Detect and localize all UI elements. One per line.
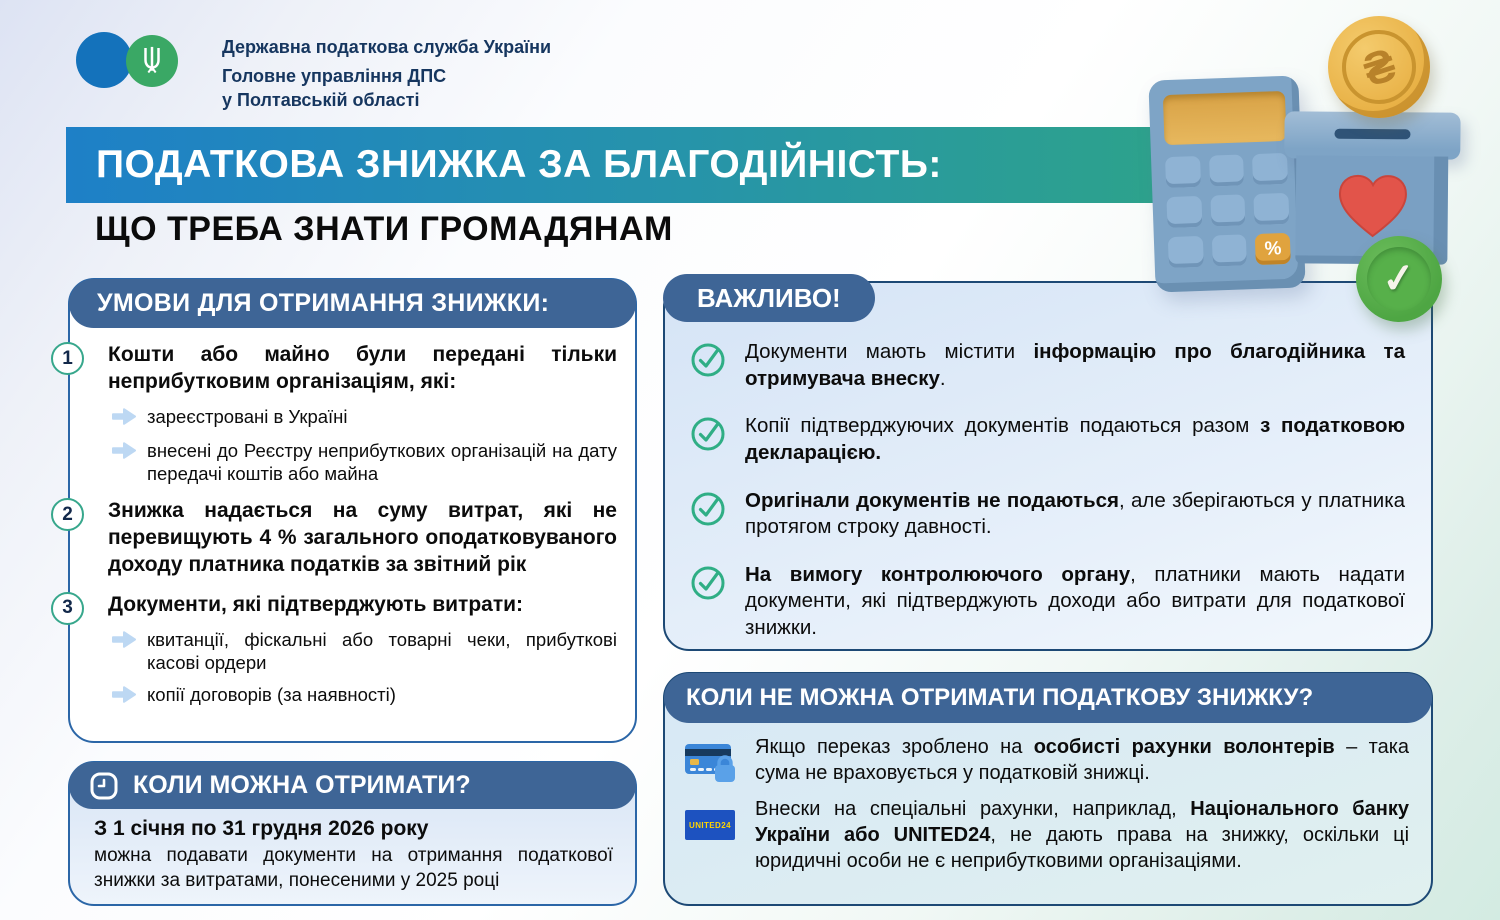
calculator-key	[1210, 194, 1246, 226]
important-item	[689, 488, 1405, 541]
united24-badge-wrap	[679, 802, 741, 840]
calculator-key	[1209, 154, 1245, 186]
not-allowed-item	[679, 796, 1409, 874]
org-name-block	[222, 37, 551, 111]
condition-text: Документи, які підтверджують витрати:	[108, 592, 524, 616]
important-text: Копії підтверджуючих документів подаються разом з податковою декларацією.	[745, 414, 1405, 464]
condition-item	[62, 592, 617, 708]
org-line1: Державна податкова служба України	[222, 37, 552, 57]
calculator-illustration	[1148, 75, 1305, 292]
clock-icon	[89, 771, 119, 801]
check-icon-wrap	[689, 489, 727, 532]
donation-box-illustration	[1283, 111, 1460, 265]
calculator-key	[1168, 236, 1204, 268]
calculator-percent-key: %	[1255, 233, 1291, 265]
arrow-icon-wrap	[112, 686, 136, 708]
condition-bullet	[112, 683, 617, 708]
bullet-text: внесені до Реєстру неприбуткових організацій на дату передачі коштів або майна	[147, 439, 617, 485]
when-lead: З 1 січня по 31 грудня 2026 року	[94, 817, 429, 840]
condition-text: Знижка надається на суму витрат, які не перевищують 4 % загального оподатковуваного доходу платника податків за звітний рік	[108, 499, 617, 577]
check-circle-icon	[689, 563, 727, 601]
page-subtitle: ЩО ТРЕБА ЗНАТИ ГРОМАДЯНАМ	[95, 210, 673, 248]
approved-check-icon	[1356, 236, 1442, 322]
condition-item	[62, 498, 617, 579]
important-text: Документи мають містити інформацію про благодійника та отримувача внеску.	[745, 340, 1405, 390]
conditions-box	[62, 278, 637, 743]
calculator-key	[1211, 234, 1247, 266]
when-header-pill	[69, 762, 636, 809]
bullet-text: квитанції, фіскальні або товарні чеки, прибуткові касові ордери	[147, 628, 617, 674]
arrow-icon	[112, 631, 136, 648]
credit-card-icon	[683, 740, 737, 786]
condition-text: Кошти або майно були передані тільки неприбутковим організаціям, які:	[108, 343, 617, 393]
conditions-header: УМОВИ ДЛЯ ОТРИМАННЯ ЗНИЖКИ:	[69, 279, 636, 328]
condition-number: 2	[51, 498, 84, 531]
not-allowed-header: КОЛИ НЕ МОЖНА ОТРИМАТИ ПОДАТКОВУ ЗНИЖКУ?	[664, 673, 1432, 723]
calculator-keys	[1165, 153, 1291, 268]
donation-box-lid	[1284, 111, 1460, 160]
not-allowed-box	[663, 672, 1433, 906]
when-body	[70, 808, 635, 893]
check-icon-wrap	[689, 563, 727, 606]
check-icon-wrap	[689, 340, 727, 383]
not-allowed-item	[679, 734, 1409, 786]
important-text: На вимогу контролюючого органу, платники мають надати документи, які підтверджують доходи або витрати для податкової знижки.	[745, 562, 1405, 640]
important-item	[689, 413, 1405, 466]
check-glyph: ✓	[1380, 255, 1418, 303]
condition-number: 1	[51, 342, 84, 375]
credit-card-icon-wrap	[679, 740, 741, 786]
condition-bullet	[112, 628, 617, 675]
important-item	[689, 562, 1405, 642]
important-list	[665, 283, 1431, 650]
check-circle-icon	[689, 414, 727, 452]
org-line2: Головне управління ДПС	[222, 66, 447, 86]
conditions-list	[62, 327, 635, 729]
when-box	[68, 761, 637, 906]
not-allowed-text: Якщо переказ зроблено на особисті рахунки волонтерів – така сума не враховується у податковій знижці.	[755, 736, 1410, 784]
condition-bullet	[112, 439, 617, 486]
arrow-icon	[112, 686, 136, 703]
arrow-icon	[112, 408, 136, 425]
arrow-icon-wrap	[112, 408, 136, 430]
calculator-screen	[1163, 91, 1287, 145]
arrow-icon-wrap	[112, 442, 136, 464]
hryvnia-coin-icon	[1328, 16, 1430, 118]
when-header-text: КОЛИ МОЖНА ОТРИМАТИ?	[133, 771, 471, 799]
title-banner	[66, 127, 1155, 203]
logo-blue-circle	[76, 32, 132, 88]
important-text: Оригінали документів не подаються, але зберігаються у платника протягом строку давності.	[745, 488, 1406, 539]
not-allowed-list	[665, 722, 1431, 878]
arrow-icon	[112, 442, 136, 459]
coin-ring	[1342, 30, 1416, 104]
important-header: ВАЖЛИВО!	[663, 274, 875, 322]
condition-item	[62, 342, 617, 485]
bullet-text: зареєстровані в Україні	[147, 405, 348, 427]
calculator-key	[1166, 196, 1202, 228]
title-banner-text: ПОДАТКОВА ЗНИЖКА ЗА БЛАГОДІЙНІСТЬ:	[96, 143, 942, 186]
arrow-icon-wrap	[112, 631, 136, 653]
heart-icon	[1334, 170, 1413, 243]
important-item	[689, 339, 1405, 392]
hryvnia-symbol: ₴	[1356, 37, 1402, 97]
check-icon-wrap	[689, 414, 727, 457]
org-line3: у Полтавській області	[222, 90, 420, 110]
calculator-key	[1165, 156, 1201, 188]
logo-trident-icon	[126, 35, 178, 87]
trident-icon	[139, 44, 165, 78]
united24-badge: UNITED24	[685, 810, 735, 840]
bullet-text: копії договорів (за наявності)	[147, 684, 396, 706]
important-box	[663, 281, 1433, 651]
check-circle-icon	[689, 340, 727, 378]
approved-check-inner	[1367, 247, 1431, 311]
check-circle-icon	[689, 489, 727, 527]
donation-slot	[1334, 129, 1410, 140]
not-allowed-text: Внески на спеціальні рахунки, наприклад, Національного банку України або UNITED24, не дають права на знижку, оскільки ці юридичні особи не є неприбутковими організаціями.	[755, 798, 1410, 872]
when-text: можна подавати документи на отримання податкової знижки за витратами, понесеними у 2025 році	[94, 845, 613, 891]
condition-bullet	[112, 405, 617, 430]
condition-number: 3	[51, 592, 84, 625]
calculator-key	[1252, 153, 1288, 185]
